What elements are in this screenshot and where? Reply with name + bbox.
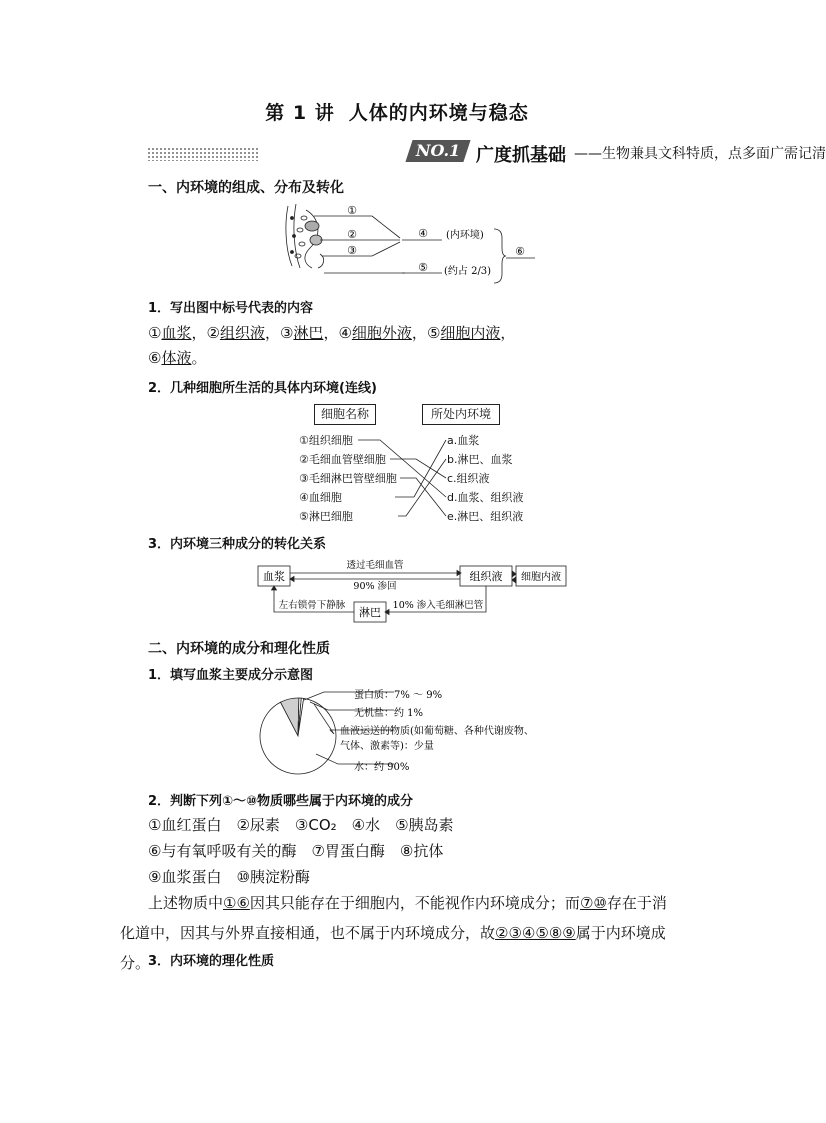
q1-answer-line1: ①血浆，②组织液，③淋巴，④细胞外液，⑤细胞内液， [148,324,516,342]
s2-q3-heading: 3．内环境的理化性质 [148,954,275,969]
answer-blank: 体液 [161,349,192,367]
list-item: ②毛细血管壁细胞 [299,453,386,466]
banner-subtitle: ——生物兼具文科特质，点多面广需记清 [574,146,826,162]
q3-heading: 3．内环境三种成分的转化关系 [148,537,327,552]
substance-list-line3: ⑨血浆蛋白 ⑩胰淀粉酶 [148,868,310,886]
cell-name-header: 细胞名称 [314,404,376,425]
list-item: d.血浆、组织液 [447,491,524,504]
list-item: ⑤淋巴细胞 [299,510,353,523]
mid-arrow-label: 90% 渗回 [353,581,397,592]
environment-list [447,431,523,526]
substance-list-line2: ⑥与有氧呼吸有关的酶 ⑦胃蛋白酶 ⑧抗体 [148,842,444,860]
list-item: a.血浆 [447,434,480,447]
salt-label: 无机盐：约 1% [354,708,424,719]
pie-slices [260,698,336,774]
body-fluid-diagram [280,196,540,286]
answer-blank: 淋巴 [293,324,324,342]
top-arrow-label: 透过毛细血管 [346,560,404,571]
environment-header: 所处内环境 [422,404,500,425]
protein-label: 蛋白质：7% ～ 9% [354,690,443,701]
q1-answer-line2: ⑥体液。 [148,349,207,367]
label-5: ⑤ [418,261,428,274]
plasma-composition-pie-chart [258,684,568,780]
list-item: b.淋巴、血浆 [447,453,513,466]
label-6: ⑥ [515,245,525,258]
label-2: ② [347,228,357,241]
answer-blank: ⑦⑩ [579,894,607,912]
answer-blank: 组织液 [219,324,265,342]
list-item: c.组织液 [447,472,490,485]
list-item: ①组织细胞 [299,434,353,447]
section1-heading: 一、内环境的组成、分布及转化 [148,180,344,196]
answer-blank: 血浆 [161,324,192,342]
section-banner [147,141,826,166]
explanation-paragraph: 上述物质中①⑥因其只能存在于细胞内，不能视作内环境成分；而⑦⑩存在于消化道中，因其与外界直接相通，也不属于内环境成分，故②③④⑤⑧⑨属于内环境成分。 [120,894,667,972]
label-1: ① [347,204,357,217]
substance-list-line1: ①血红蛋白 ②尿素 ③CO₂ ④水 ⑤胰岛素 [148,816,454,834]
label-5-note: (约占 2/3) [444,266,492,277]
answer-blank: 细胞内液 [440,324,501,342]
transport-label-line1: 血液运送的物质(如葡萄糖、各种代谢废物、 [340,726,534,737]
left-arrow-label: 左右锁骨下静脉 [278,600,346,611]
cell-illustration-icon [286,204,324,268]
right-arrow-label: 10% 渗入毛细淋巴管 [392,600,484,611]
q2-heading: 2．几种细胞所生活的具体内环境(连线) [148,381,377,396]
section2-heading: 二、内环境的成分和理化性质 [148,641,330,657]
intracellular-fluid-label: 细胞内液 [521,572,561,583]
list-item: e.淋巴、组织液 [447,510,524,523]
banner-badge: NO.1 [405,140,470,162]
matching-lines [350,430,450,530]
lymph-label: 淋巴 [359,606,381,619]
water-label: 水：约 90% [354,762,410,773]
transport-label-line2: 气体、激素等)：少量 [340,741,434,752]
label-4: ④ [418,227,428,240]
tissue-fluid-label: 组织液 [469,570,503,583]
label-3: ③ [347,244,357,257]
answer-blank: ①⑥ [223,894,250,912]
answer-blank: ②③④⑤⑧⑨ [495,924,576,942]
list-item: ③毛细淋巴管壁细胞 [299,472,397,485]
page-title [0,98,794,125]
answer-blank: 细胞外液 [351,324,412,342]
lesson-number: 第 1 讲 [265,102,335,124]
banner-heading: 广度抓基础 [476,145,566,166]
list-item: ④血细胞 [299,491,342,504]
banner-dots [147,147,259,161]
label-4-note: (内环境) [446,230,484,241]
plasma-label: 血浆 [263,570,285,583]
s2-q1-heading: 1．填写血浆主要成分示意图 [148,668,314,683]
q1-heading: 1．写出图中标号代表的内容 [148,301,314,316]
lesson-title: 人体的内环境与稳态 [348,102,529,124]
conversion-flow-diagram [250,556,570,626]
s2-q2-heading: 2．判断下列①～⑩物质哪些属于内环境的成分 [148,794,414,809]
